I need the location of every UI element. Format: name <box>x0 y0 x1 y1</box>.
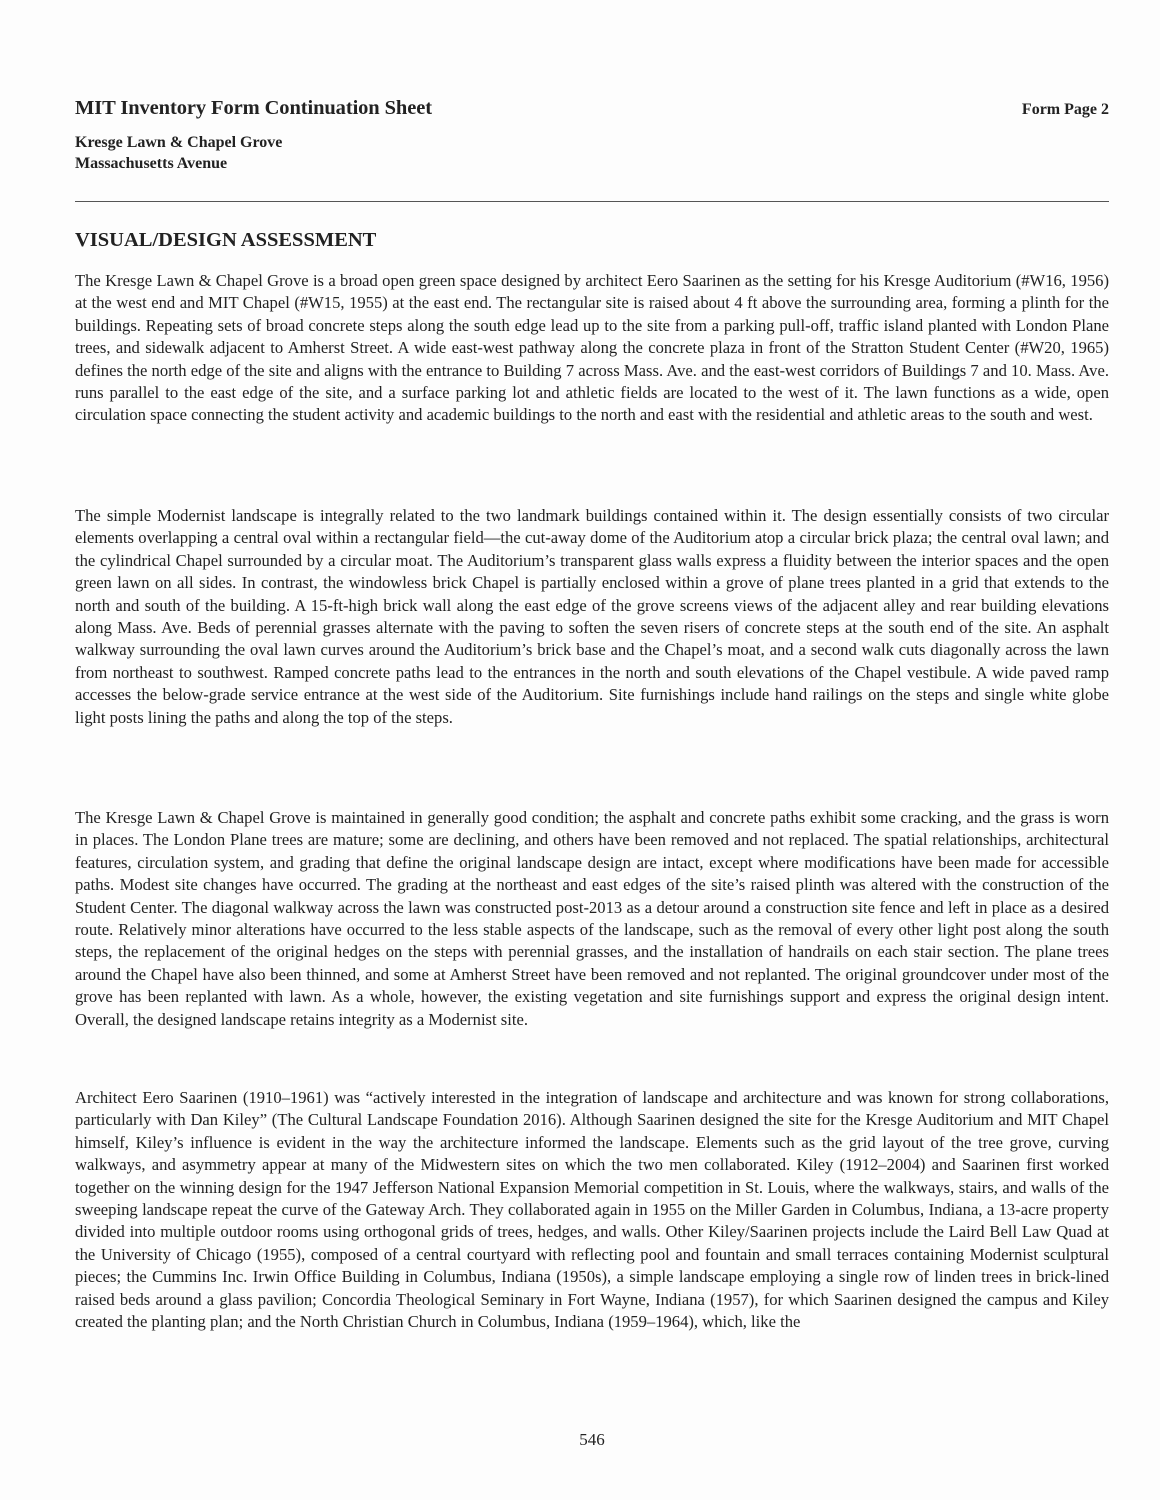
form-page-label: Form Page 2 <box>1021 101 1109 118</box>
property-location: Massachusetts Avenue <box>75 155 228 172</box>
paragraph-saarinen-kiley: Architect Eero Saarinen (1910–1961) was “actively interested in the integration of landscape and architecture and was known for strong collaborations, particularly with Dan Kiley” (The Cultural Landscape Foundation 2016). Although Saarinen designed the site for the Kresge Auditorium and MIT Chapel himself, Kiley’s influence is evident in the way the architecture informed the landscape. Elements such as the grid layout of the tree grove, curving walkways, and asymmetry appear at many of the Midwestern sites on which the two men collaborated. Kiley (1912–2004) and Saarinen first worked together on the winning design for the 1947 Jefferson National Expansion Memorial competition in St. Louis, where the walkways, stairs, and walls of the sweeping landscape repeat the curve of the Gateway Arch. They collaborated again in 1955 on the Miller Garden in Columbus, Indiana, a 13-acre property divided into multiple outdoor rooms using orthogonal grids of trees, hedges, and walls. Other Kiley/Saarinen projects include the Laird Bell Law Quad at the University of Chicago (1955), composed of a central courtyard with reflecting pool and fountain and small terraces containing Modernist sculptural pieces; the Cummins Inc. Irwin Office Building in Columbus, Indiana (1950s), a simple landscape employing a single row of linden trees in brick-lined raised beds around a glass pavilion; Concordia Theological Seminary in Fort Wayne, Indiana (1957), for which Saarinen designed the campus and Kiley created the planting plan; and the North Christian Church in Columbus, Indiana (1959–1964), which, like the <box>75 1088 1109 1332</box>
page-number: 546 <box>579 1430 605 1449</box>
property-name: Kresge Lawn & Chapel Grove <box>75 134 283 151</box>
header-row <box>75 97 1109 120</box>
paragraph-condition-integrity: The Kresge Lawn & Chapel Grove is maintained in generally good condition; the asphalt and concrete paths exhibit some cracking, and the grass is worn in places. The London Plane trees are mature; some are declining, and others have been removed and not replaced. The spatial relationships, architectural features, circulation system, and grading that define the original landscape design are intact, except where modifications have been made for accessible paths. Modest site changes have occurred. The grading at the northeast and east edges of the site’s raised plinth was altered with the construction of the Student Center. The diagonal walkway across the lawn was constructed post-2013 as a detour around a construction site fence and left in place as a desired route. Relatively minor alterations have occurred to the less stable aspects of the landscape, such as the removal of every other light post along the south steps, the replacement of the original hedges on the steps with perennial grasses, and the installation of handrails on each stair section. The plane trees around the Chapel have also been thinned, and some at Amherst Street have been removed and not replanted. The original groundcover under most of the grove has been replanted with lawn. As a whole, however, the existing vegetation and site furnishings support and express the original design intent. Overall, the designed landscape retains integrity as a Modernist site. <box>75 808 1109 1029</box>
header-divider <box>75 201 1109 202</box>
paragraph-design-description: The simple Modernist landscape is integrally related to the two landmark buildings contained within it. The design essentially consists of two circular elements overlapping a central oval within a rectangular field—the cut-away dome of the Auditorium atop a circular brick plaza; the central oval lawn; and the cylindrical Chapel surrounded by a circular moat. The Auditorium’s transparent glass walls express a fluidity between the interior spaces and the open green lawn on all sides. In contrast, the windowless brick Chapel is partially enclosed within a grove of plane trees planted in a grid that extends to the north and south of the building. A 15-ft-high brick wall along the east edge of the grove screens views of the adjacent alley and rear building elevations along Mass. Ave. Beds of perennial grasses alternate with the paving to soften the seven risers of concrete steps at the south end of the site. An asphalt walkway surrounding the oval lawn curves around the Auditorium’s brick base and the Chapel’s moat, and a second walk cuts diagonally across the lawn from northeast to southwest. Ramped concrete paths lead to the entrances in the north and south elevations of the Chapel vestibule. A wide paved ramp accesses the below-grade service entrance at the west side of the Auditorium. Site furnishings include hand railings on the steps and single white globe light posts lining the paths and along the top of the steps. <box>75 506 1109 727</box>
form-title: MIT Inventory Form Continuation Sheet <box>75 97 432 119</box>
section-title: VISUAL/DESIGN ASSESSMENT <box>75 229 377 251</box>
paragraph-site-description: The Kresge Lawn & Chapel Grove is a broad open green space designed by architect Eero Saarinen as the setting for his Kresge Auditorium (#W16, 1956) at the west end and MIT Chapel (#W15, 1955) at the east end. The rectangular site is raised about 4 ft above the surrounding area, forming a plinth for the buildings. Repeating sets of broad concrete steps along the south edge lead up to the site from a parking pull-off, traffic island planted with London Plane trees, and sidewalk adjacent to Amherst Street. A wide east-west pathway along the concrete plaza in front of the Stratton Student Center (#W20, 1965) defines the north edge of the site and aligns with the entrance to Building 7 across Mass. Ave. and the east-west corridors of Buildings 7 and 10. Mass. Ave. runs parallel to the east edge of the site, and a surface parking lot and athletic fields are located to the west of it. The lawn functions as a wide, open circulation space connecting the student activity and academic buildings to the north and east with the residential and athletic areas to the south and west. <box>75 271 1109 425</box>
